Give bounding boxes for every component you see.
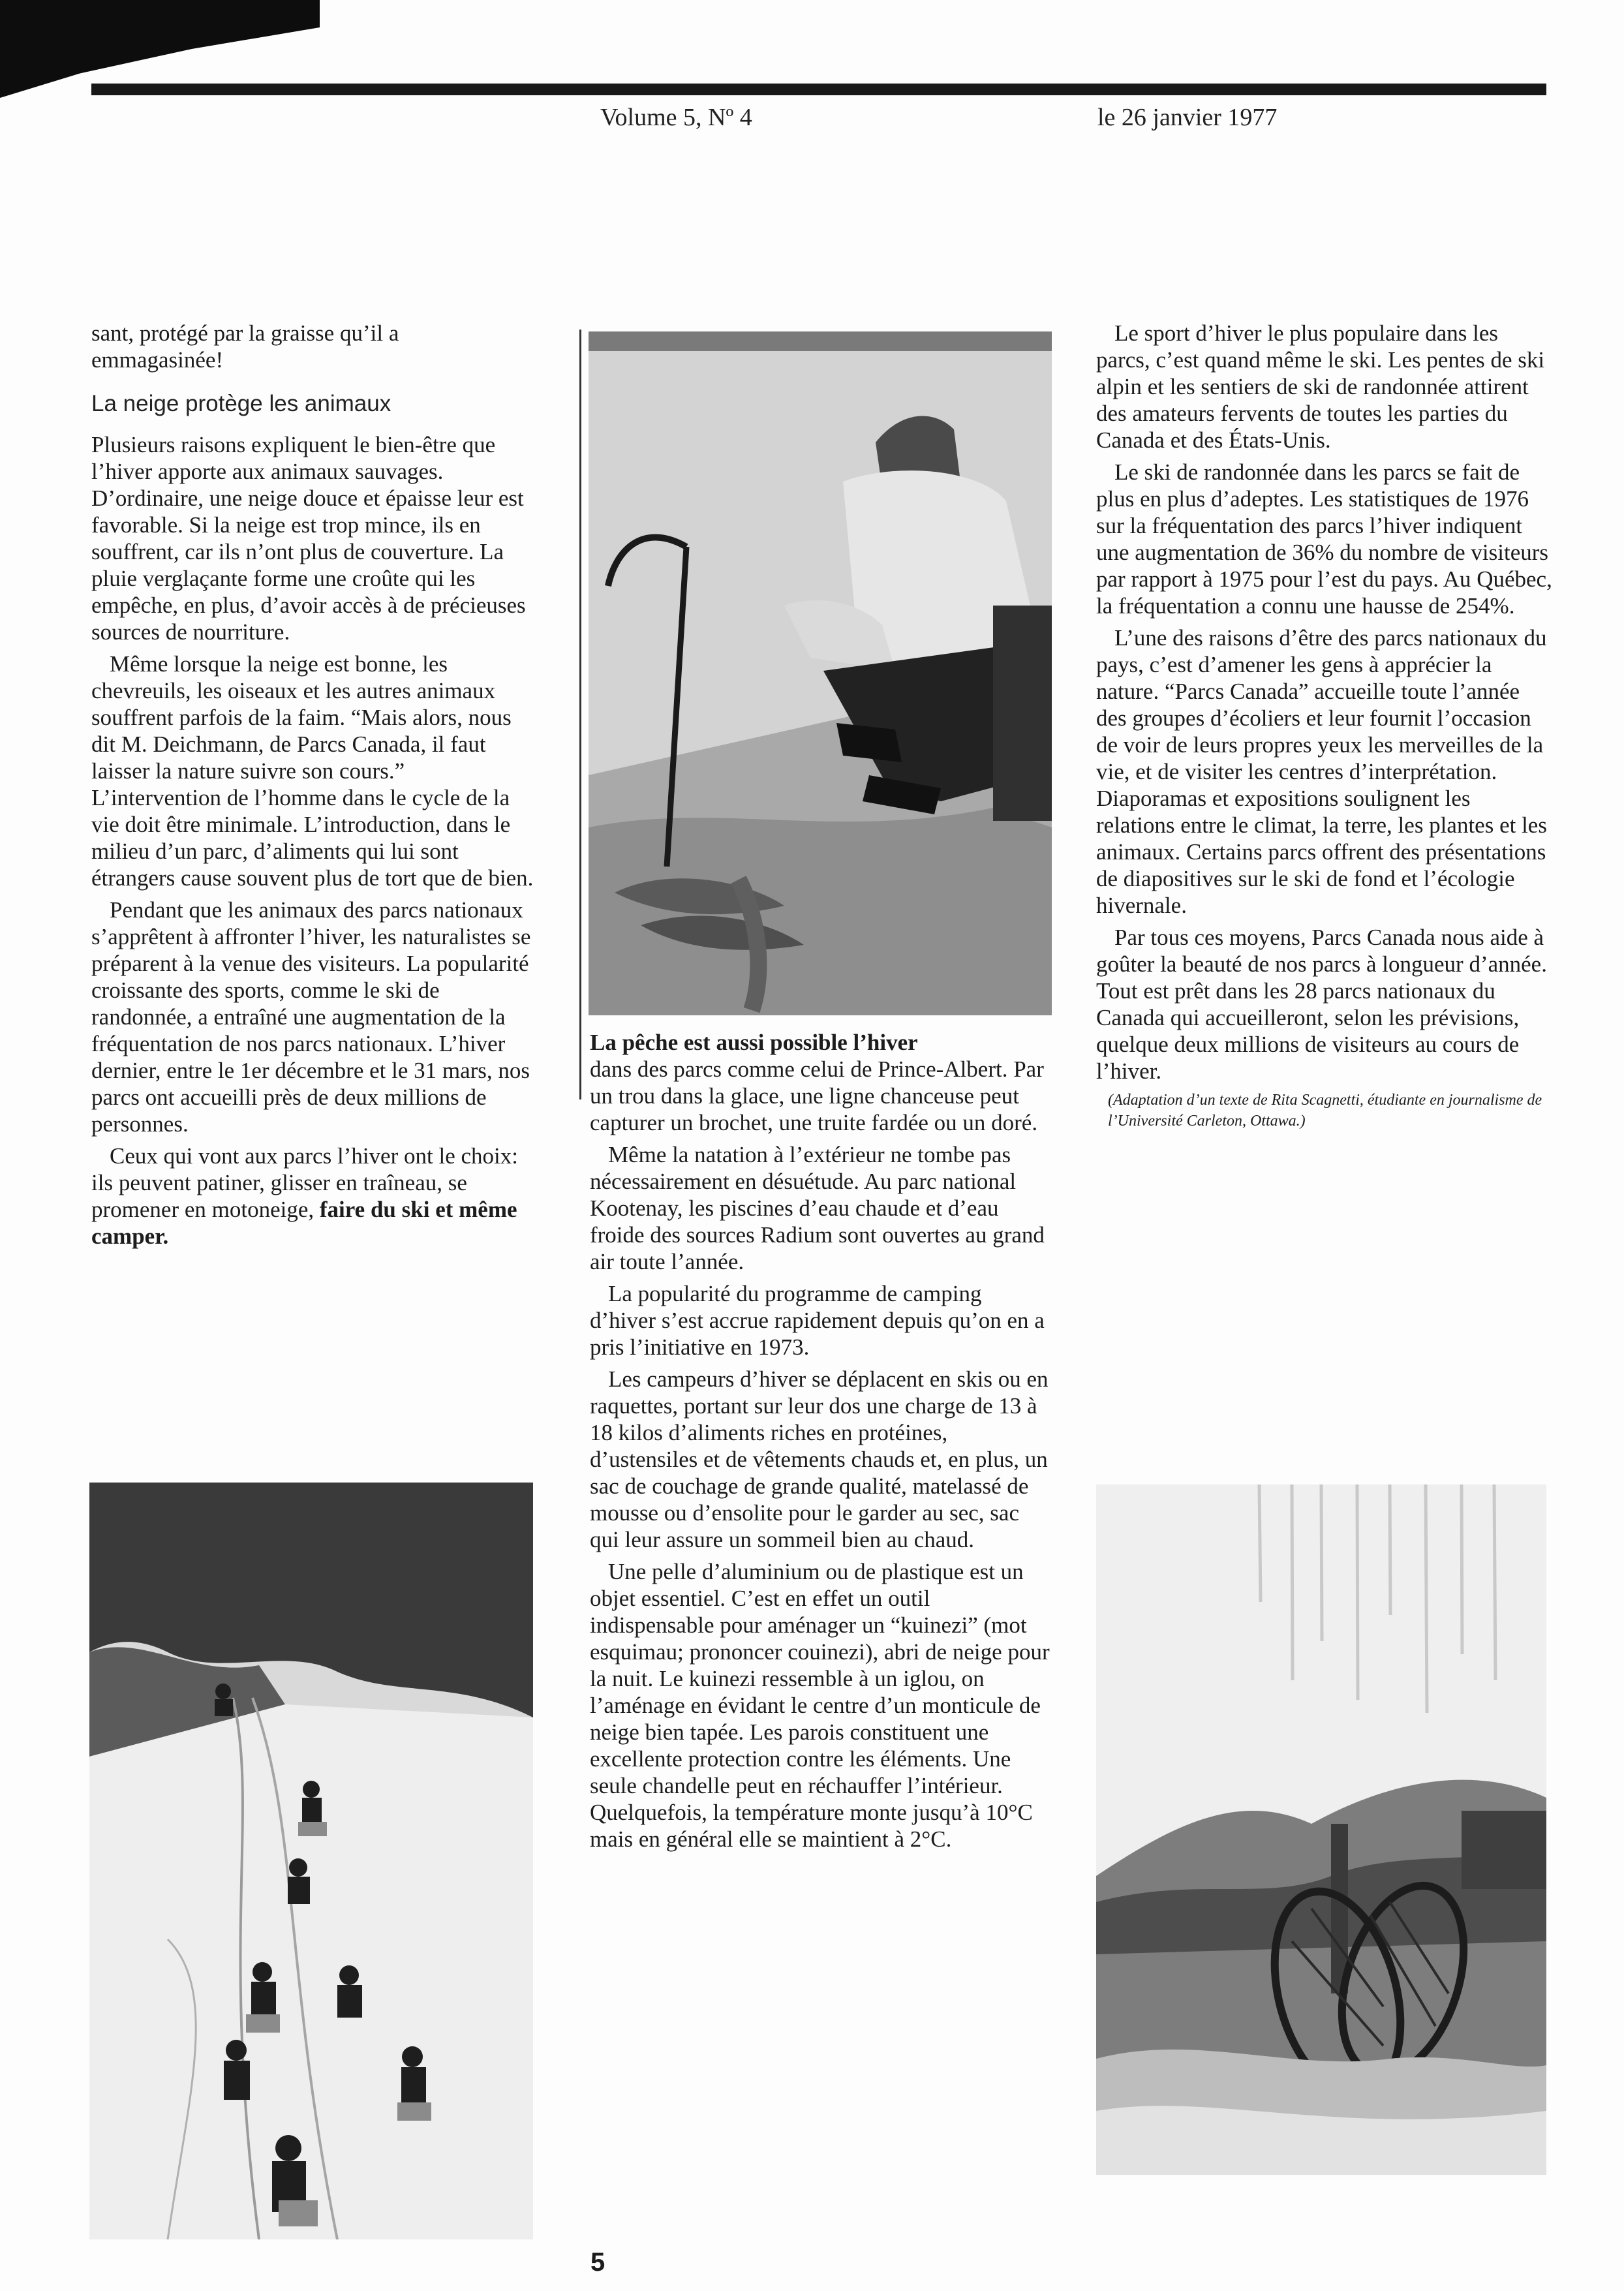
- paragraph: Le ski de randonnée dans les parcs se fait de plus en plus d’adeptes. Les statistiques de 1976 sur la fréquentation des parcs l’hiver indiquent une augmentation de 36% du nombre de visiteurs par rapport à 1975 pour l’est du pays. Au Québec, la fréquentation a connu une hausse de 254%.: [1096, 459, 1552, 619]
- paragraph: Une pelle d’aluminium ou de plastique est un objet essentiel. C’est en effet un outil indispensable pour aménager un “kuinezi” (mot esquimau; prononcer couinezi), abri de neige pour la nuit. Le kuinezi ressemble à un iglou, on l’aménage en évidant le centre d’un monticule de neige bien tapée. Les parois constituent une excellente protection contre les éléments. Une seule chandelle peut en réchauffer l’intérieur. Quelquefois, la température monte jusqu’à 10°C mais en général elle se maintient à 2°C.: [590, 1559, 1050, 1852]
- caption-body: dans des parcs comme celui de Prince-Albert. Par un trou dans la glace, une ligne chanceuse peut capturer un brochet, une truite fardée ou un doré.: [590, 1056, 1044, 1135]
- article-credit: (Adaptation d’un texte de Rita Scagnetti, étudiante en journalisme de l’Université Carleton, Ottawa.): [1108, 1092, 1542, 1130]
- paragraph: sant, protégé par la graisse qu’il a emmagasinée!: [91, 320, 399, 373]
- column-divider: [579, 330, 581, 1099]
- snowmobile-photo: [89, 1483, 533, 2239]
- snowmobile-photo-graphic: [89, 1483, 533, 2239]
- section-heading: La neige protège les animaux: [91, 391, 391, 416]
- paragraph: Plusieurs raisons expliquent le bien-être que l’hiver apporte aux animaux sauvages. D’ordinaire, une neige douce et épaisse leur est favorable. Si la neige est trop mince, ils en souffrent, car ils n’ont plus de couverture. La pluie verglaçante forme une croûte qui les empêche, en plus, d’avoir accès à de précieuses sources de nourriture.: [91, 432, 526, 645]
- paragraph: Par tous ces moyens, Parcs Canada nous aide à goûter la beauté de nos parcs à longueur d’année. Tout est prêt dans les 28 parcs nationaux du Canada qui accueilleront, selon les prévisions, quelque deux millions de visiteurs au cours de l’hiver.: [1096, 925, 1547, 1084]
- issue-volume: Volume 5, Nº 4: [600, 104, 752, 131]
- paragraph-end: faire du ski et même camper.: [91, 1197, 517, 1249]
- ice-fishing-photo: [589, 331, 1052, 1015]
- issue-date: le 26 janvier 1977: [1097, 104, 1278, 131]
- ice-fishing-photo-graphic: [589, 331, 1052, 1015]
- paragraph: L’une des raisons d’être des parcs nationaux du pays, c’est d’amener les gens à apprécier la nature. “Parcs Canada” accueille toute l’année des groupes d’écoliers et leur fournit l’occasion de voir de leurs propres yeux les merveilles de la vie, et de visiter les centres d’interprétation. Diaporamas et expositions soulignent les relations entre le climat, la terre, les plantes et les animaux. Certains parcs offrent des présentations de diapositives sur le ski de fond et l’écologie hivernale.: [1096, 625, 1547, 918]
- paragraph: Pendant que les animaux des parcs nationaux s’apprêtent à affronter l’hiver, les naturalistes se préparent à la venue des visiteurs. La popularité croissante des sports, comme le ski de randonnée, a entraîné une augmentation de la fréquentation de nos parcs nationaux. L’hiver dernier, entre le 1er décembre et le 31 mars, nos parcs ont accueilli près de deux millions de personnes.: [91, 897, 531, 1137]
- paragraph: Même la natation à l’extérieur ne tombe pas nécessairement en désuétude. Au parc national Kootenay, les piscines d’eau chaude et d’eau froide des sources Radium sont ouvertes au grand air toute l’année.: [590, 1142, 1045, 1274]
- header-rule: [91, 84, 1546, 95]
- column-2: [590, 1029, 1052, 1858]
- column-3: [1096, 320, 1553, 1137]
- page-number: 5: [590, 2248, 605, 2277]
- paragraph: La popularité du programme de camping d’hiver s’est accrue rapidement depuis qu’on en a pris l’initiative en 1973.: [590, 1281, 1045, 1360]
- paragraph: Les campeurs d’hiver se déplacent en skis ou en raquettes, portant sur leur dos une charge de 13 à 18 kilos d’aliments riches en protéines, d’ustensiles et de vêtements chauds et, en plus, un sac de couchage de grande qualité, matelassé de mousse ou d’ensolite pour le garder au sec, sac qui leur assure un sommeil bien au chaud.: [590, 1366, 1049, 1552]
- paragraph-start: Ceux qui vont aux parcs l’hiver ont le choix: ils peuvent patiner, glisser en traîneau, se promener en motoneige,: [91, 1143, 518, 1222]
- column-1: [91, 320, 535, 1255]
- paragraph: Même lorsque la neige est bonne, les chevreuils, les oiseaux et les autres animaux souffrent parfois de la faim. “Mais alors, nous dit M. Deichmann, de Parcs Canada, il faut laisser la nature suivre son cours.” L’intervention de l’homme dans le cycle de la vie doit être minimale. L’introduction, dans le milieu d’un parc, d’aliments qui lui sont étrangers cause souvent plus de tort que de bien.: [91, 651, 534, 891]
- snowshoes-photo: [1096, 1484, 1546, 2175]
- caption-title: La pêche est aussi possible l’hiver: [590, 1030, 918, 1055]
- paragraph: [91, 1143, 535, 1250]
- snowshoes-photo-graphic: [1096, 1484, 1546, 2175]
- photo-caption: [590, 1029, 1052, 1136]
- paragraph: Le sport d’hiver le plus populaire dans les parcs, c’est quand même le ski. Les pentes de ski alpin et les sentiers de ski de randonnée attirent des amateurs fervents de toutes les parties du Canada et des États-Unis.: [1096, 320, 1545, 453]
